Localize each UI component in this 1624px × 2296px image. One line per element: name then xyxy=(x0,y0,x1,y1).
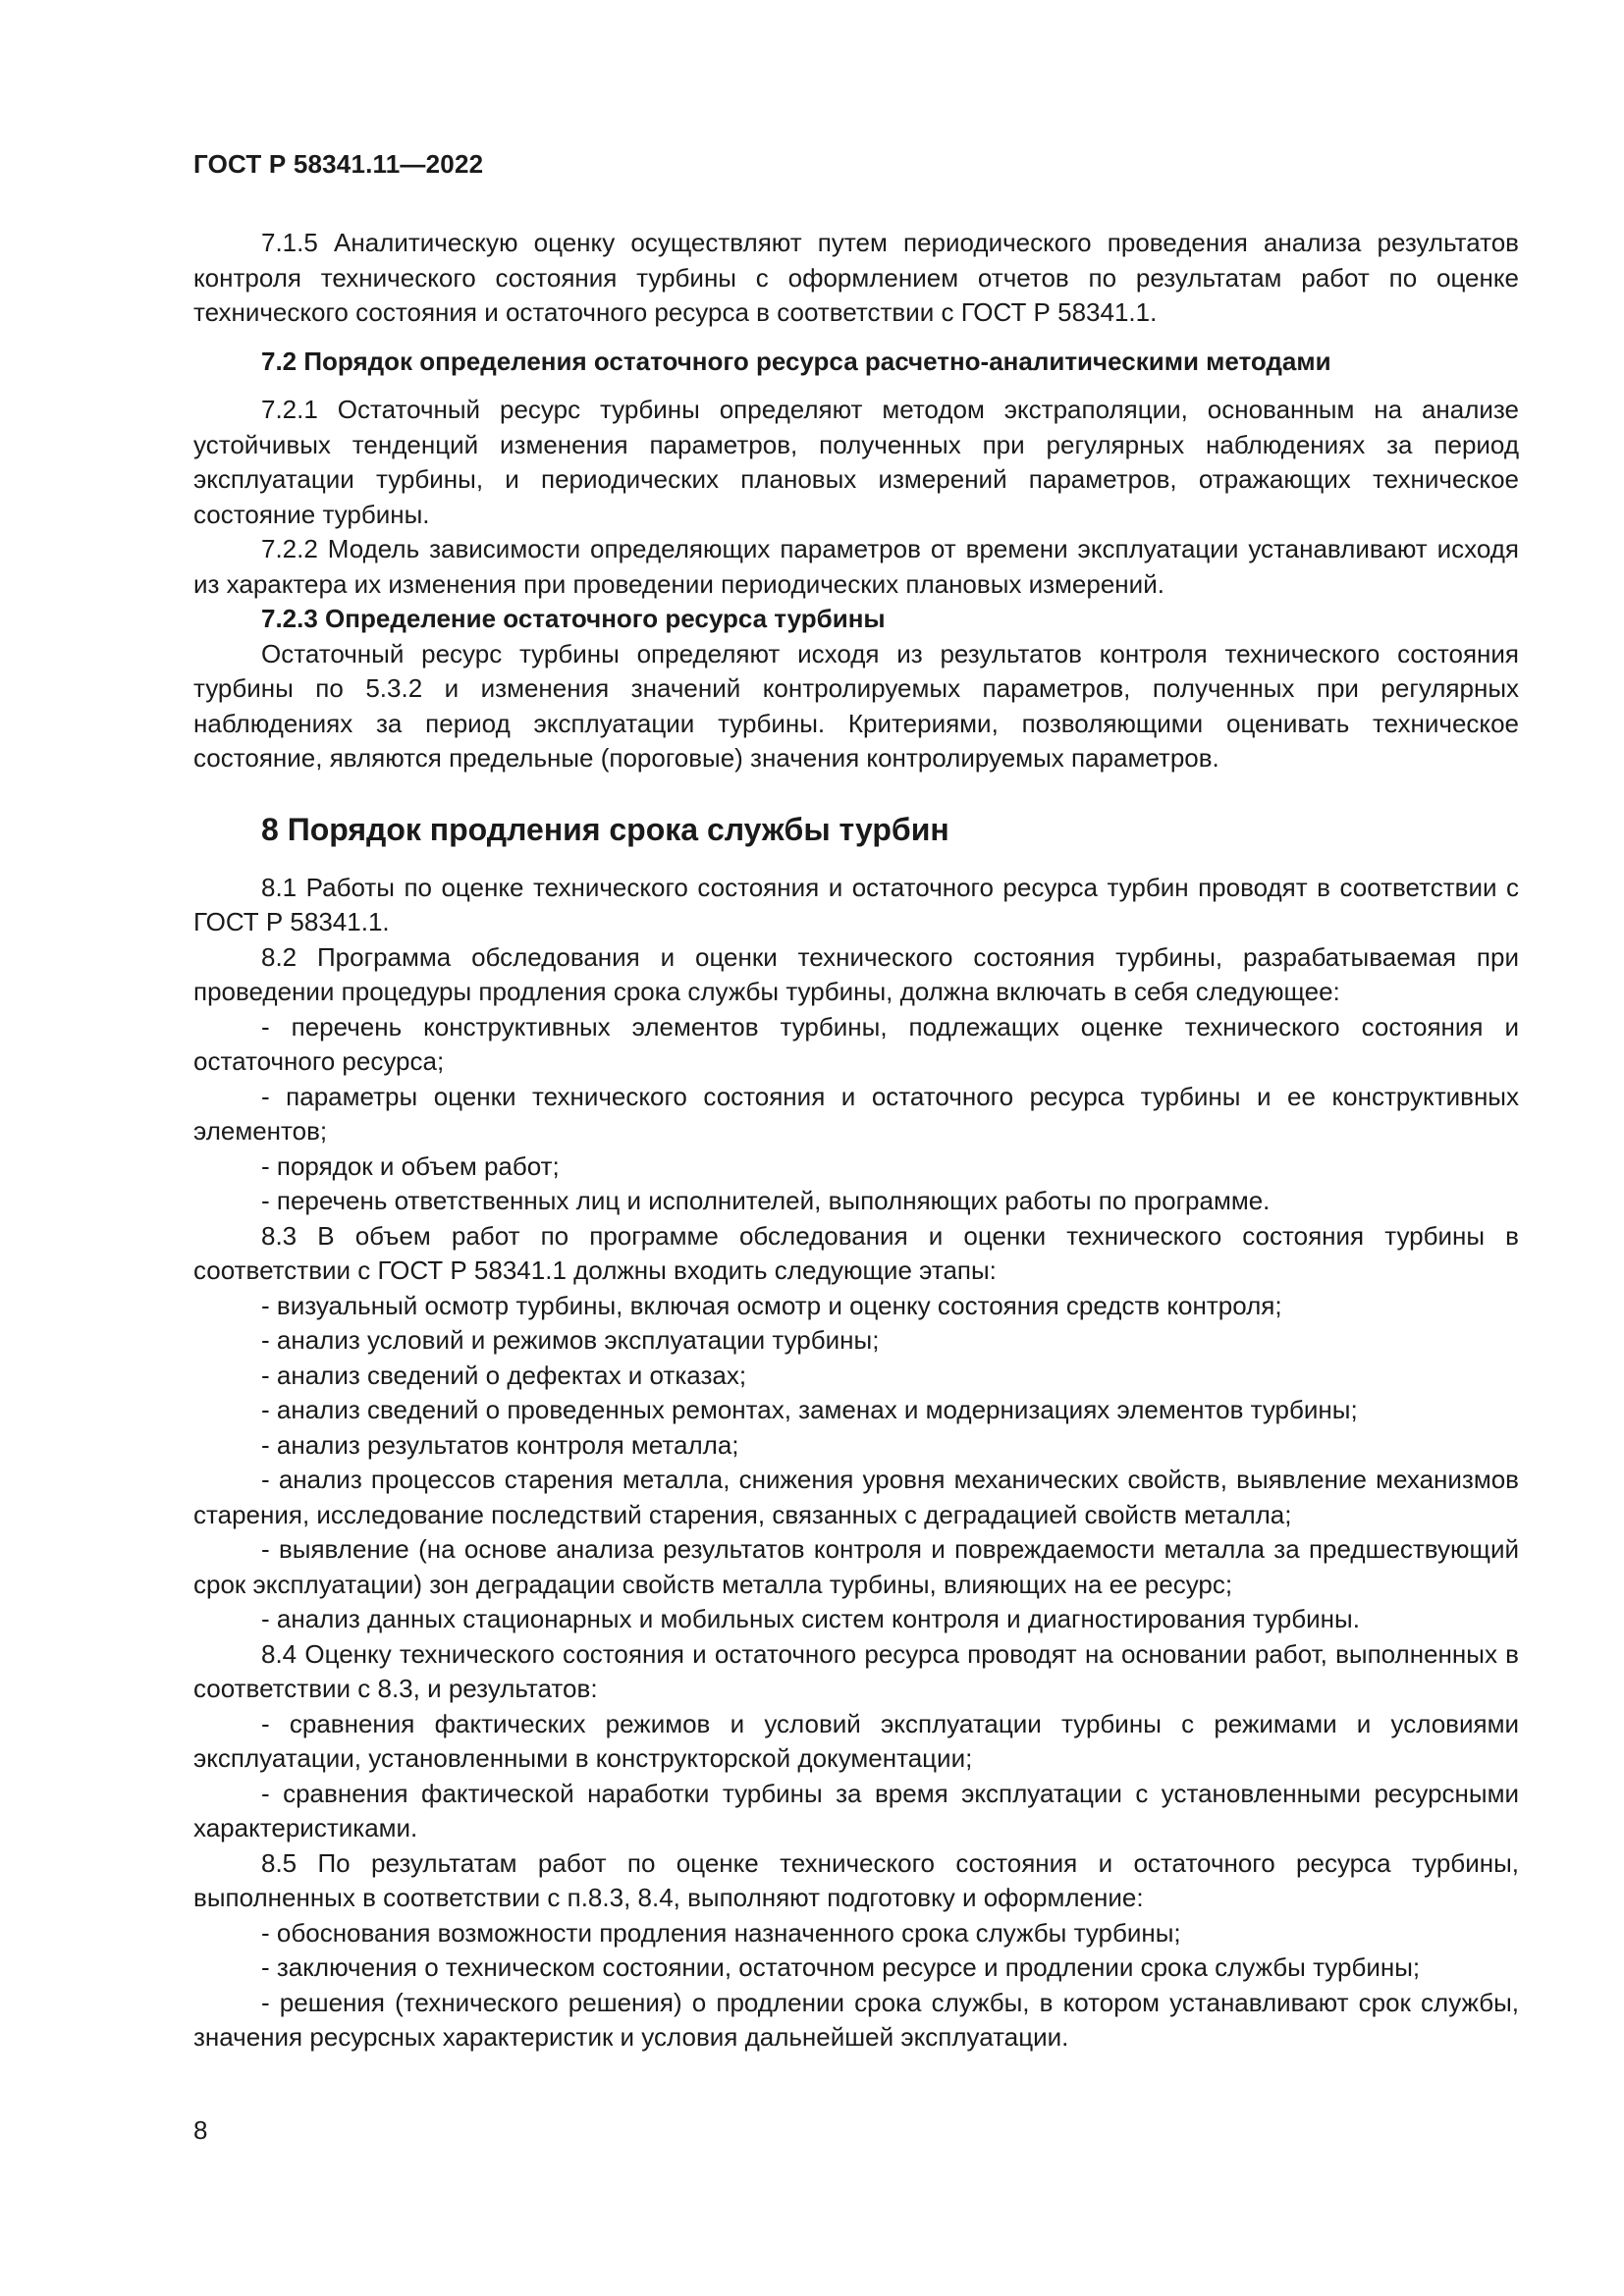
list-item: - анализ результатов контроля металла; xyxy=(261,1429,739,1460)
paragraph-7-2-3: Остаточный ресурс турбины определяют исходя из результатов контроля технического состояния турбины по 5.3.2 и изменения значений контролируемых параметров, полученных при регулярных наблюдениях за период эксплуатации турбины. Критериями, позволяющими оценивать техническое состояние, являются предельные (пороговые) значения контролируемых параметров. xyxy=(193,638,1519,773)
list-item: - анализ сведений о проведенных ремонтах, заменах и модернизациях элементов турбины; xyxy=(261,1395,1358,1424)
paragraph-8-2: 8.2 Программа обследования и оценки технического состояния турбины, разрабатываемая при проведении процедуры продления срока службы турбины, должна включать в себя следующее: xyxy=(193,941,1519,1006)
document-page xyxy=(193,0,1519,2296)
paragraph-8-5: 8.5 По результатам работ по оценке технического состояния и остаточного ресурса турбины, выполненных в соответствии с п.8.3, 8.4, выполняют подготовку и оформление: xyxy=(193,1847,1519,1912)
paragraph-8-1: 8.1 Работы по оценке технического состояния и остаточного ресурса турбин проводят в соответствии с ГОСТ Р 58341.1. xyxy=(193,872,1519,936)
heading-7-2-3: 7.2.3 Определение остаточного ресурса турбины xyxy=(261,604,886,633)
list-item: - обоснования возможности продления назначенного срока службы турбины; xyxy=(261,1917,1181,1948)
list-item: - перечень ответственных лиц и исполнителей, выполняющих работы по программе. xyxy=(261,1186,1271,1215)
list-item: - параметры оценки технического состояния и остаточного ресурса турбины и ее конструктивных элементов; xyxy=(193,1081,1519,1146)
list-item: - анализ процессов старения металла, снижения уровня механических свойств, выявление механизмов старения, исследование последствий старения, связанных с деградацией свойств металла; xyxy=(193,1465,1519,1529)
paragraph-7-2-2: 7.2.2 Модель зависимости определяющих параметров от времени эксплуатации устанавливают исходя из характера их изменения при проведении периодических плановых измерений. xyxy=(193,534,1519,599)
list-item: - анализ данных стационарных и мобильных систем контроля и диагностирования турбины. xyxy=(261,1604,1360,1633)
document-header: ГОСТ Р 58341.11—2022 xyxy=(193,149,484,179)
list-item: - порядок и объем работ; xyxy=(261,1150,560,1181)
paragraph-8-4: 8.4 Оценку технического состояния и остаточного ресурса проводят на основании работ, выполненных в соответствии с 8.3, и результатов: xyxy=(193,1638,1519,1703)
list-item: - анализ сведений о дефектах и отказах; xyxy=(261,1360,747,1390)
list-item: - визуальный осмотр турбины, включая осмотр и оценку состояния средств контроля; xyxy=(261,1290,1282,1320)
document-body xyxy=(193,226,1519,2056)
list-item: - выявление (на основе анализа результатов контроля и повреждаемости металла за предшествующий срок эксплуатации) зон деградации свойств металла турбины, влияющих на ее ресурс; xyxy=(193,1534,1519,1599)
list-item: - перечень конструктивных элементов турбины, подлежащих оценке технического состояния и остаточного ресурса; xyxy=(193,1011,1519,1076)
section-title-8: 8 Порядок продления срока службы турбин xyxy=(261,811,949,847)
heading-7-2: 7.2 Порядок определения остаточного ресурса расчетно-аналитическими методами xyxy=(261,346,1331,376)
paragraph-7-2-1: 7.2.1 Остаточный ресурс турбины определяют методом экстраполяции, основанным на анализе устойчивых тенденций изменения параметров, полученных при регулярных наблюдениях за период эксплуатации турбины, и периодических плановых измерений параметров, отражающих техническое состояние турбины. xyxy=(193,395,1519,529)
paragraph-8-3: 8.3 В объем работ по программе обследования и оценки технического состояния турбины в соответствии с ГОСТ Р 58341.1 должны входить следующие этапы: xyxy=(193,1220,1519,1285)
paragraph-7-1-5: 7.1.5 Аналитическую оценку осуществляют путем периодического проведения анализа результатов контроля технического состояния турбины с оформлением отчетов по результатам работ по оценке технического состояния и остаточного ресурса в соответствии с ГОСТ Р 58341.1. xyxy=(193,228,1519,327)
list-item: - решения (технического решения) о продлении срока службы, в котором устанавливают срок службы, значения ресурсных характеристик и условия дальнейшей эксплуатации. xyxy=(193,1987,1519,2052)
page-number: 8 xyxy=(193,2115,208,2145)
list-item: - сравнения фактических режимов и условий эксплуатации турбины с режимами и условиями эксплуатации, установленными в конструкторской документации; xyxy=(193,1708,1519,1773)
list-item: - сравнения фактической наработки турбины за время эксплуатации с установленными ресурсными характеристиками. xyxy=(193,1778,1519,1842)
list-item: - заключения о техническом состоянии, остаточном ресурсе и продлении срока службы турбины; xyxy=(261,1952,1421,1982)
list-item: - анализ условий и режимов эксплуатации турбины; xyxy=(261,1325,880,1355)
